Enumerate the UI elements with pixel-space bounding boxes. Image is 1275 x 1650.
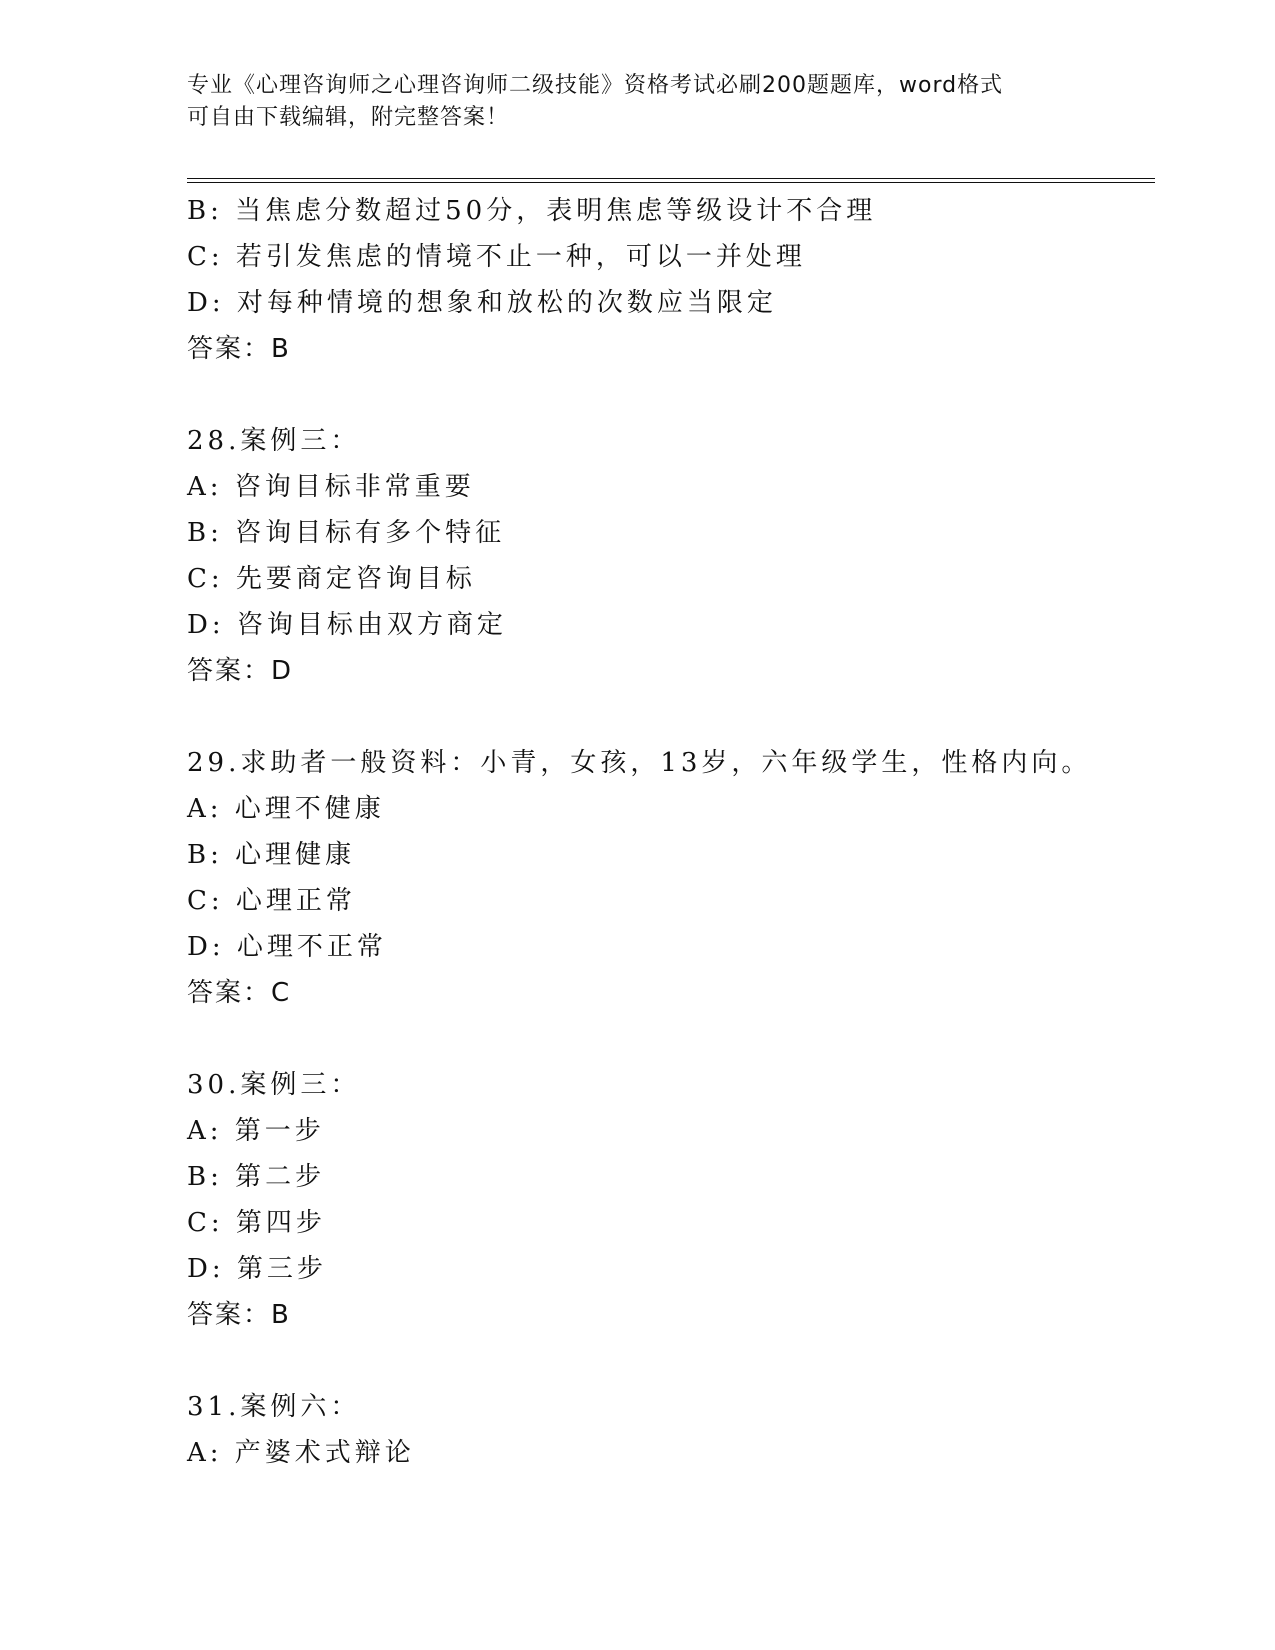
option-d: D: 第三步 <box>187 1254 327 1284</box>
header-divider-top <box>187 178 1155 179</box>
option-b: B: 当焦虑分数超过50分，表明焦虑等级设计不合理 <box>187 196 877 226</box>
option-a: A: 第一步 <box>187 1116 325 1146</box>
option-c: C: 若引发焦虑的情境不止一种，可以一并处理 <box>187 242 806 272</box>
question-30 <box>187 1062 1155 1338</box>
option-a: A: 心理不健康 <box>187 794 385 824</box>
option-b: B: 第二步 <box>187 1162 326 1192</box>
answer-line: 答案：B <box>187 334 291 364</box>
option-d: D: 咨询目标由双方商定 <box>187 610 507 640</box>
option-d: D: 心理不正常 <box>187 932 387 962</box>
answer-line: 答案：D <box>187 656 294 686</box>
document-header <box>187 70 1087 134</box>
option-b: B: 心理健康 <box>187 840 356 870</box>
question-31 <box>187 1384 1155 1476</box>
option-b: B: 咨询目标有多个特征 <box>187 518 506 548</box>
option-d: D: 对每种情境的想象和放松的次数应当限定 <box>187 288 777 318</box>
header-divider-bottom <box>187 182 1155 183</box>
question-29 <box>187 740 1155 1016</box>
header-line-1: 专业《心理咨询师之心理咨询师二级技能》资格考试必刷200题题库，word格式 <box>187 73 1004 98</box>
spacer <box>187 1338 1155 1384</box>
question-content <box>187 188 1155 1476</box>
question-stem: 30.案例三： <box>187 1070 361 1100</box>
option-a: A: 咨询目标非常重要 <box>187 472 475 502</box>
option-c: C: 第四步 <box>187 1208 326 1238</box>
question-stem: 28.案例三： <box>187 426 361 456</box>
header-line-2: 可自由下载编辑，附完整答案！ <box>187 105 510 130</box>
question-27-continuation <box>187 188 1155 372</box>
question-stem: 29.求助者一般资料：小青，女孩，13岁，六年级学生，性格内向。 <box>187 748 1092 778</box>
spacer <box>187 372 1155 418</box>
spacer <box>187 694 1155 740</box>
answer-line: 答案：C <box>187 978 292 1008</box>
question-28 <box>187 418 1155 694</box>
spacer <box>187 1016 1155 1062</box>
option-c: C: 先要商定咨询目标 <box>187 564 476 594</box>
option-a: A: 产婆术式辩论 <box>187 1438 415 1468</box>
option-c: C: 心理正常 <box>187 886 356 916</box>
question-stem: 31.案例六： <box>187 1392 361 1422</box>
answer-line: 答案：B <box>187 1300 291 1330</box>
